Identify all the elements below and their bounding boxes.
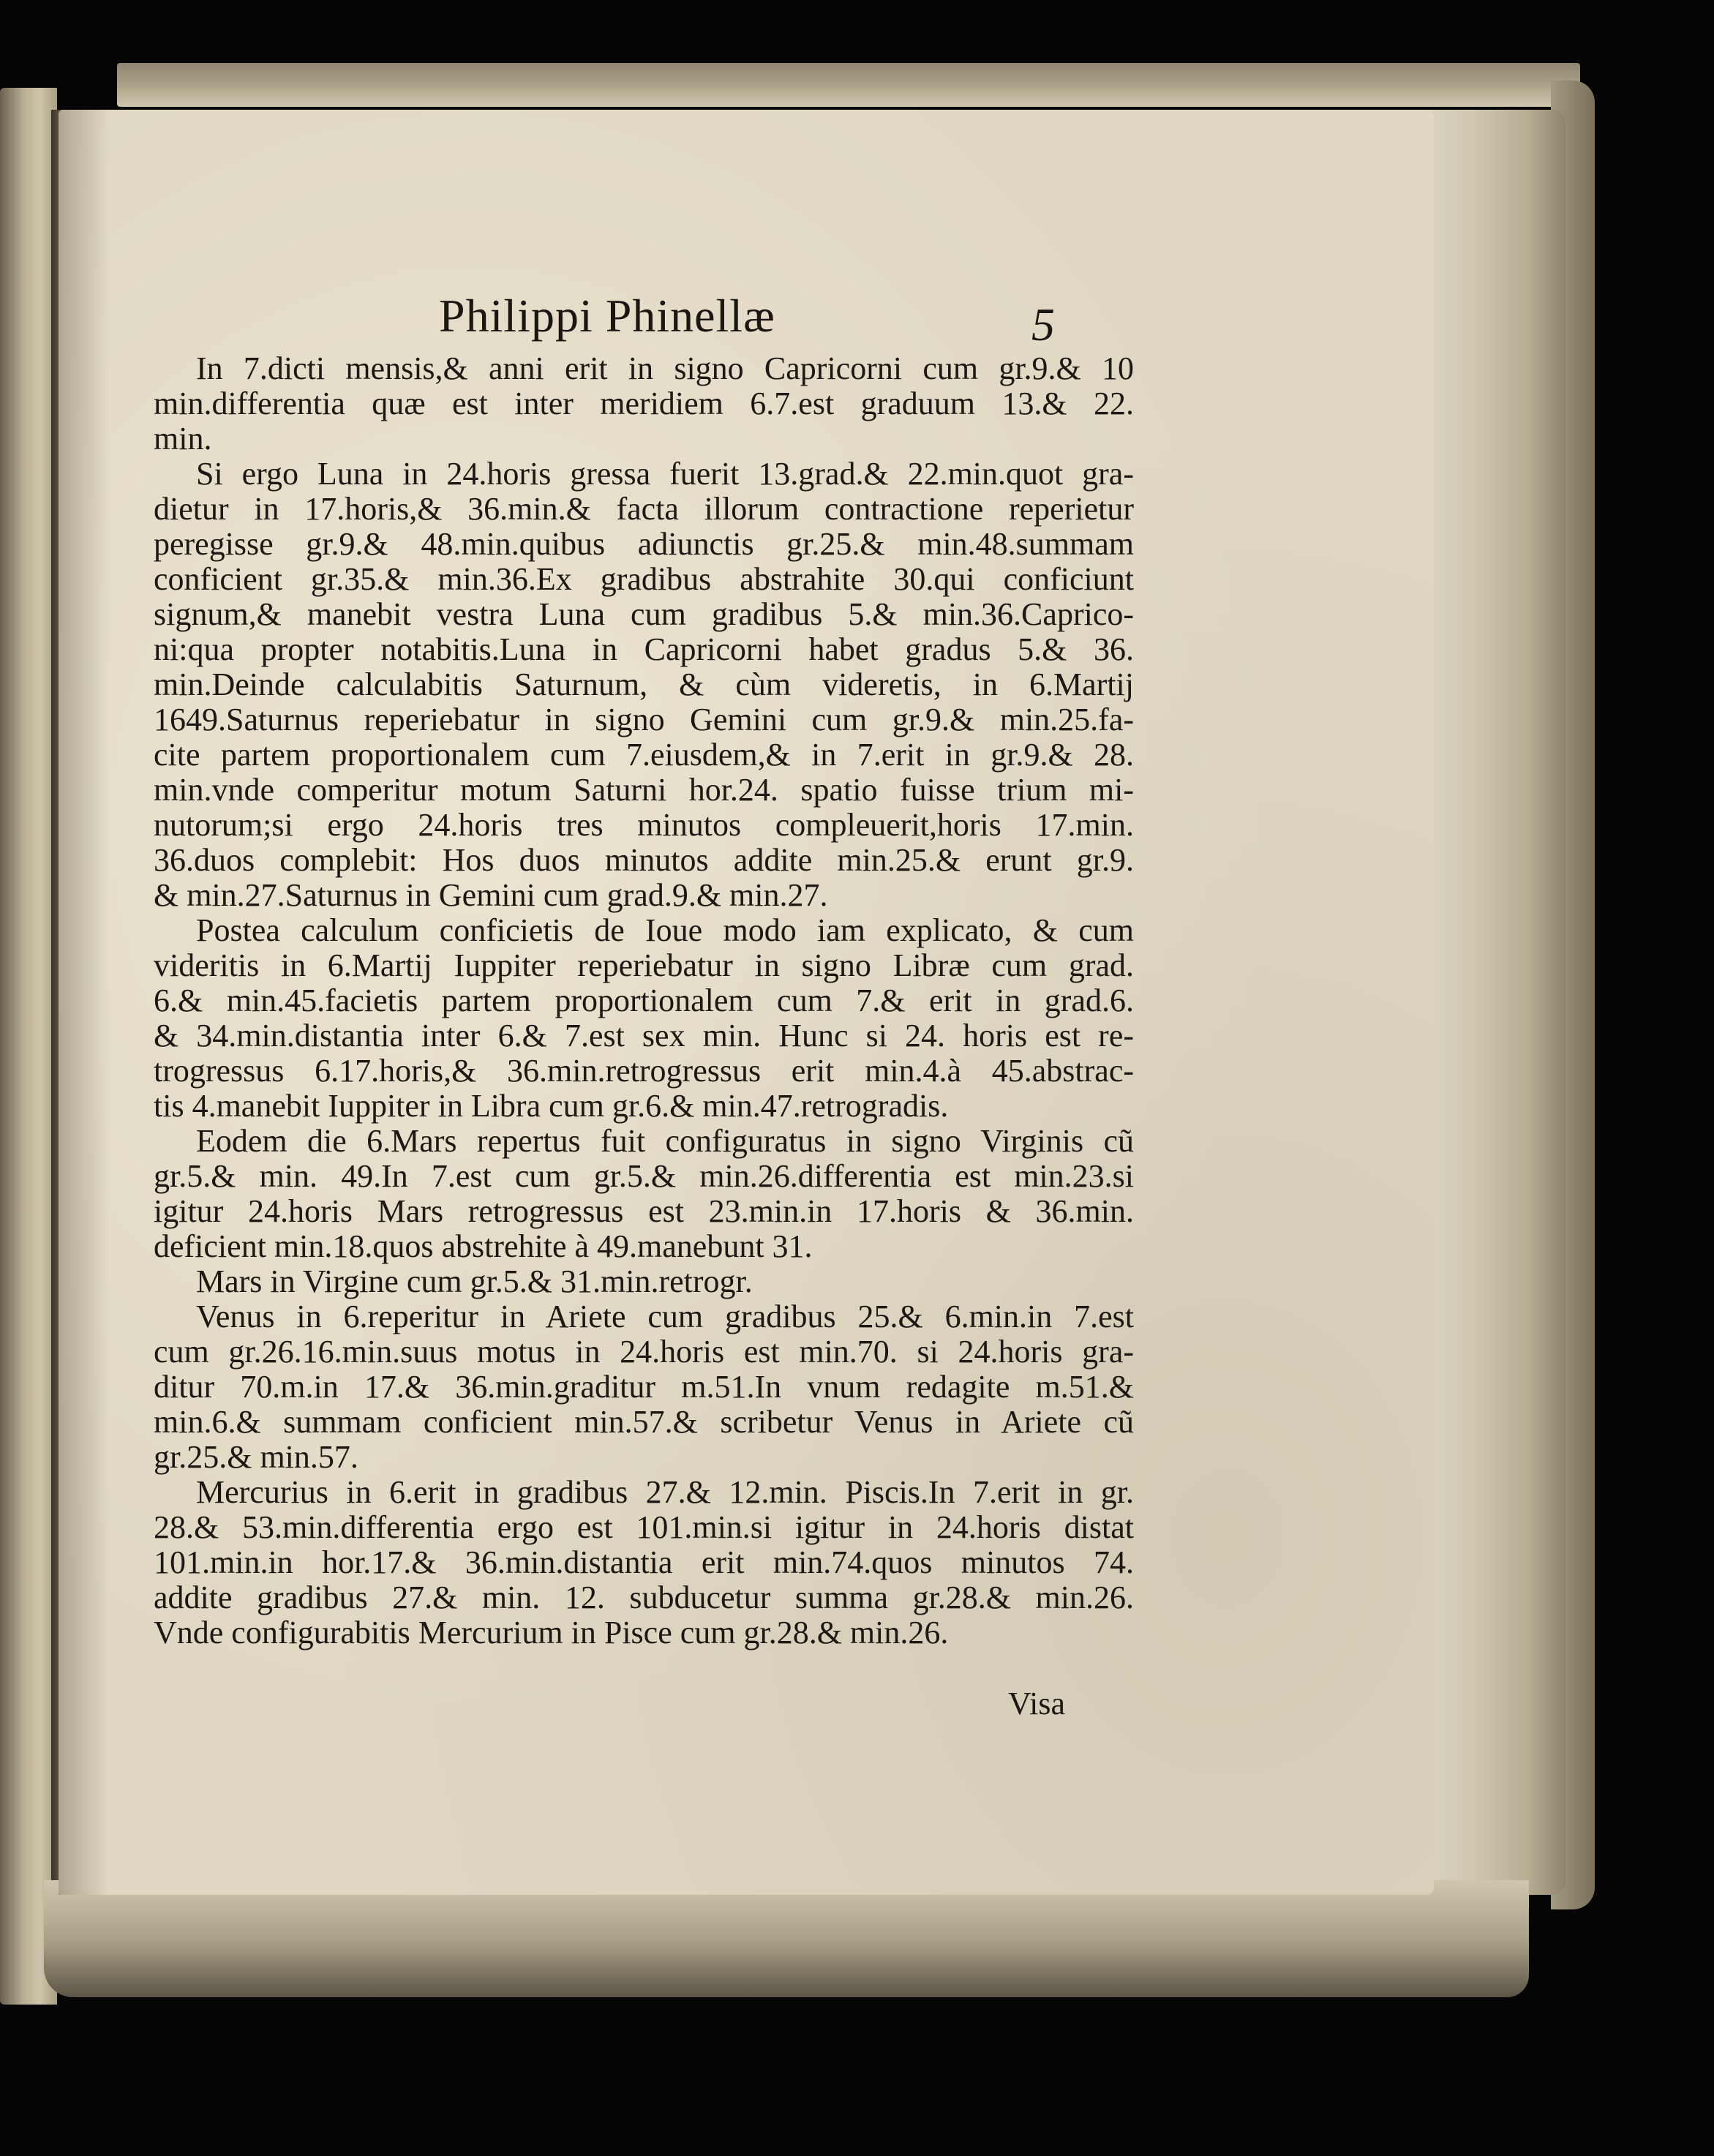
text-line: nutorum;si ergo 24.horis tres minutos compleuerit,horis 17.min.	[154, 807, 1134, 843]
text-line: min.vnde comperitur motum Saturni hor.24. spatio fuisse trium mi-	[154, 772, 1134, 808]
text-line: 36.duos complebit: Hos duos minutos addite min.25.& erunt gr.9.	[154, 842, 1134, 878]
page-gutter-shadow	[59, 110, 110, 1895]
text-line: cum gr.26.16.min.suus motus in 24.horis est min.70. si 24.horis gra-	[154, 1334, 1134, 1370]
text-line: videritis in 6.Martij Iuppiter reperiebatur in signo Libræ cum grad.	[154, 947, 1134, 983]
text-line: Postea calculum conficietis de Ioue modo iam explicato, & cum	[196, 912, 1134, 948]
facing-page-edge	[0, 88, 57, 2005]
book-top-edge	[117, 63, 1580, 107]
text-line: ditur 70.m.in 17.& 36.min.graditur m.51.In vnum redagite m.51.&	[154, 1369, 1134, 1405]
text-line: gr.25.& min.57.	[154, 1439, 358, 1475]
text-line: addite gradibus 27.& min. 12. subducetur summa gr.28.& min.26.	[154, 1580, 1134, 1615]
text-line: cite partem proportionalem cum 7.eiusdem,& in 7.erit in gr.9.& 28.	[154, 737, 1134, 773]
catchword: Visa	[1008, 1686, 1066, 1721]
page-number: 5	[1031, 298, 1055, 350]
text-line: dietur in 17.horis,& 36.min.& facta illorum contractione reperietur	[154, 491, 1134, 527]
text-line: & 34.min.distantia inter 6.& 7.est sex min. Hunc si 24. horis est re-	[154, 1018, 1134, 1053]
text-line: Vnde configurabitis Mercurium in Pisce cum gr.28.& min.26.	[154, 1615, 949, 1650]
text-line: ni:qua propter notabitis.Luna in Capricorni habet gradus 5.& 36.	[154, 631, 1134, 667]
text-line: & min.27.Saturnus in Gemini cum grad.9.& min.27.	[154, 877, 828, 913]
text-line: trogressus 6.17.horis,& 36.min.retrogressus erit min.4.à 45.abstrac-	[154, 1053, 1134, 1089]
text-line: 1649.Saturnus reperiebatur in signo Gemini cum gr.9.& min.25.fa-	[154, 702, 1134, 737]
text-line: 28.& 53.min.differentia ergo est 101.min.si igitur in 24.horis distat	[154, 1509, 1134, 1545]
text-line: 6.& min.45.facietis partem proportionalem cum 7.& erit in grad.6.	[154, 983, 1134, 1018]
text-line: In 7.dicti mensis,& anni erit in signo Capricorni cum gr.9.& 10	[196, 350, 1134, 386]
page-header	[439, 289, 1097, 348]
text-line: min.differentia quæ est inter meridiem 6.7.est graduum 13.& 22.	[154, 386, 1134, 421]
text-line: gr.5.& min. 49.In 7.est cum gr.5.& min.26.differentia est min.23.si	[154, 1158, 1134, 1194]
text-line: deficient min.18.quos abstrehite à 49.manebunt 31.	[154, 1228, 813, 1264]
text-line: Si ergo Luna in 24.horis gressa fuerit 13.grad.& 22.min.quot gra-	[196, 456, 1134, 492]
body-text	[154, 351, 1134, 1650]
text-line: Eodem die 6.Mars repertus fuit configuratus in signo Virginis cũ	[196, 1123, 1134, 1159]
text-line: 101.min.in hor.17.& 36.min.distantia erit min.74.quos minutos 74.	[154, 1544, 1134, 1580]
text-line: conficient gr.35.& min.36.Ex gradibus abstrahite 30.qui conficiunt	[154, 561, 1134, 597]
text-line: peregisse gr.9.& 48.min.quibus adiunctis gr.25.& min.48.summam	[154, 526, 1134, 562]
text-line: Venus in 6.reperitur in Ariete cum gradibus 25.& 6.min.in 7.est	[196, 1299, 1134, 1334]
text-line: min.6.& summam conficient min.57.& scribetur Venus in Ariete cũ	[154, 1404, 1134, 1440]
text-line: igitur 24.horis Mars retrogressus est 23.min.in 17.horis & 36.min.	[154, 1193, 1134, 1229]
text-line: Mars in Virgine cum gr.5.& 31.min.retrogr.	[196, 1263, 753, 1299]
text-line: min.Deinde calculabitis Saturnum, & cùm videretis, in 6.Martij	[154, 666, 1134, 702]
text-line: signum,& manebit vestra Luna cum gradibus 5.& min.36.Caprico-	[154, 596, 1134, 632]
text-line: min.	[154, 421, 212, 457]
running-head: Philippi Phinellæ	[439, 290, 775, 342]
book-fore-edge	[1412, 110, 1565, 1895]
text-line: Mercurius in 6.erit in gradibus 27.& 12.min. Piscis.In 7.erit in gr.	[196, 1474, 1134, 1510]
book-bottom-edge	[44, 1880, 1529, 1997]
text-line: tis 4.manebit Iuppiter in Libra cum gr.6.& min.47.retrogradis.	[154, 1088, 949, 1124]
